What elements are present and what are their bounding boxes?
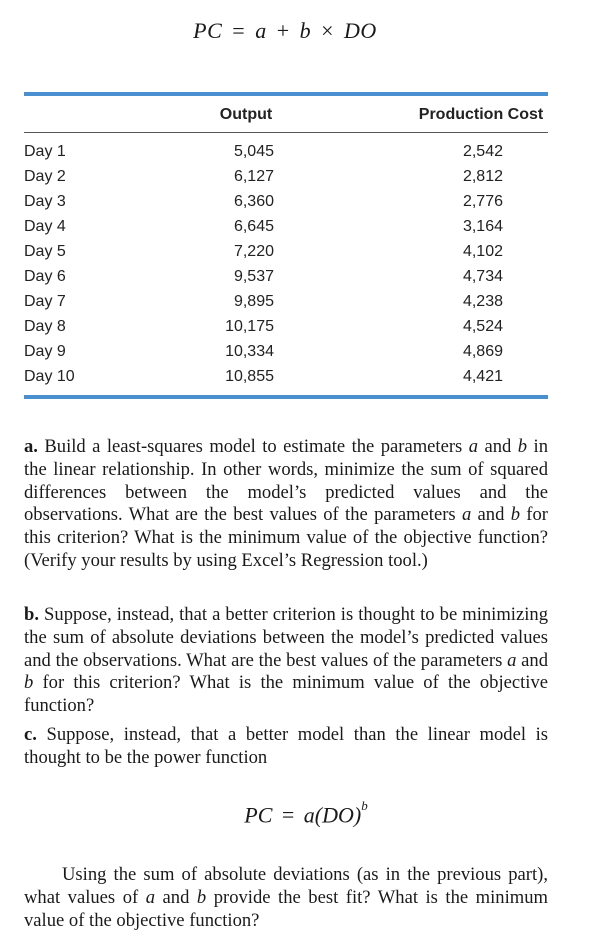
question-d-text: and [155, 886, 197, 908]
cost-value: 2,812 [462, 168, 503, 185]
var-b: b [517, 436, 528, 457]
question-a-text: and [471, 504, 511, 526]
question-a [24, 436, 548, 573]
output-value: 5,045 [233, 143, 274, 160]
day-label: Day 6 [24, 268, 66, 285]
day-label: Day 9 [24, 343, 66, 360]
question-b-text: and [516, 649, 548, 671]
eq2-rhs: a(DO) [303, 802, 362, 828]
day-label: Day 7 [24, 293, 66, 310]
output-value: 7,220 [233, 243, 274, 260]
table-row [0, 165, 612, 190]
output-value: 6,645 [233, 218, 274, 235]
cost-value: 2,776 [462, 193, 503, 210]
table-row [0, 315, 612, 340]
question-b-text: for this criterion? What is the minimum value of the objective function? [24, 672, 548, 717]
question-a-label: a. [24, 436, 38, 457]
table-top-rule [24, 92, 548, 96]
eq1-b: b [299, 18, 312, 43]
var-a: a [507, 649, 517, 671]
day-label: Day 5 [24, 243, 66, 260]
eq1-lhs: PC [193, 18, 223, 43]
question-c [24, 724, 548, 770]
power-equation [0, 798, 612, 828]
day-label: Day 2 [24, 168, 66, 185]
output-value: 6,360 [233, 193, 274, 210]
eq2-lhs: PC [244, 802, 273, 828]
output-value: 10,175 [225, 318, 274, 335]
question-a-text: for this criterion? What is the minimum value of the objective function? (Verify your results by using Excel’s Regression tool.) [24, 504, 548, 571]
cost-value: 3,164 [462, 218, 503, 235]
table-row [0, 190, 612, 215]
table-row [0, 365, 612, 390]
question-c-label: c. [24, 724, 37, 745]
output-value: 9,895 [233, 293, 274, 310]
output-value: 9,537 [233, 268, 274, 285]
cost-value: 4,869 [462, 343, 503, 360]
var-a: a [461, 504, 472, 526]
day-label: Day 4 [24, 218, 66, 235]
output-value: 6,127 [233, 168, 274, 185]
question-d-text: provide the best fit? What is the minimum value of the objective function? [24, 886, 548, 931]
cost-value: 4,421 [462, 368, 503, 385]
question-a-text: and [478, 436, 518, 457]
eq1-times: × [321, 18, 335, 43]
question-a-text: Build a least-squares model to estimate the parameters [37, 436, 469, 457]
eq1-var: DO [344, 18, 377, 43]
table-row [0, 340, 612, 365]
cost-value: 4,102 [462, 243, 503, 260]
data-table-body [0, 140, 612, 390]
var-a: a [468, 436, 479, 457]
cost-value: 2,542 [462, 143, 503, 160]
question-b-label: b. [24, 604, 39, 625]
question-b [24, 604, 548, 718]
table-row [0, 215, 612, 240]
question-d-text: Using the sum of absolute deviations (as in the previous part), what values of [24, 864, 548, 908]
header-production-cost: Production Cost [418, 106, 544, 123]
eq2-exponent: b [361, 798, 368, 813]
day-label: Day 1 [24, 143, 66, 160]
day-label: Day 3 [24, 193, 66, 210]
output-value: 10,334 [225, 343, 274, 360]
table-row [0, 140, 612, 165]
day-label: Day 10 [24, 368, 75, 385]
eq1-plus: + [276, 18, 290, 43]
cost-value: 4,734 [462, 268, 503, 285]
question-a-text: in the linear relationship. In other words, minimize the sum of squared differences between the model’s predicted values and the observations. What are the best values of the parameters [24, 436, 548, 526]
table-row [0, 240, 612, 265]
cost-value: 4,524 [462, 318, 503, 335]
eq2-equals: = [281, 802, 295, 828]
table-bottom-rule [24, 395, 548, 399]
question-c-text: Suppose, instead, that a better model than the linear model is thought to be the power function [24, 724, 548, 768]
eq1-a: a [255, 18, 267, 43]
table-row [0, 290, 612, 315]
var-b: b [510, 504, 520, 526]
var-b: b [24, 672, 34, 694]
table-row [0, 265, 612, 290]
question-b-text: Suppose, instead, that a better criterion is thought to be minimizing the sum of absolute deviations between the model’s predicted values and the observations. What are the best values of the parameters [24, 604, 548, 671]
eq1-equals: = [232, 18, 246, 43]
header-output: Output [219, 106, 273, 123]
var-a: a [145, 886, 155, 908]
linear-equation [0, 18, 570, 44]
cost-value: 4,238 [462, 293, 503, 310]
var-b: b [196, 886, 207, 908]
table-header-rule [24, 132, 548, 133]
output-value: 10,855 [225, 368, 274, 385]
day-label: Day 8 [24, 318, 66, 335]
question-c-continued [24, 864, 548, 932]
